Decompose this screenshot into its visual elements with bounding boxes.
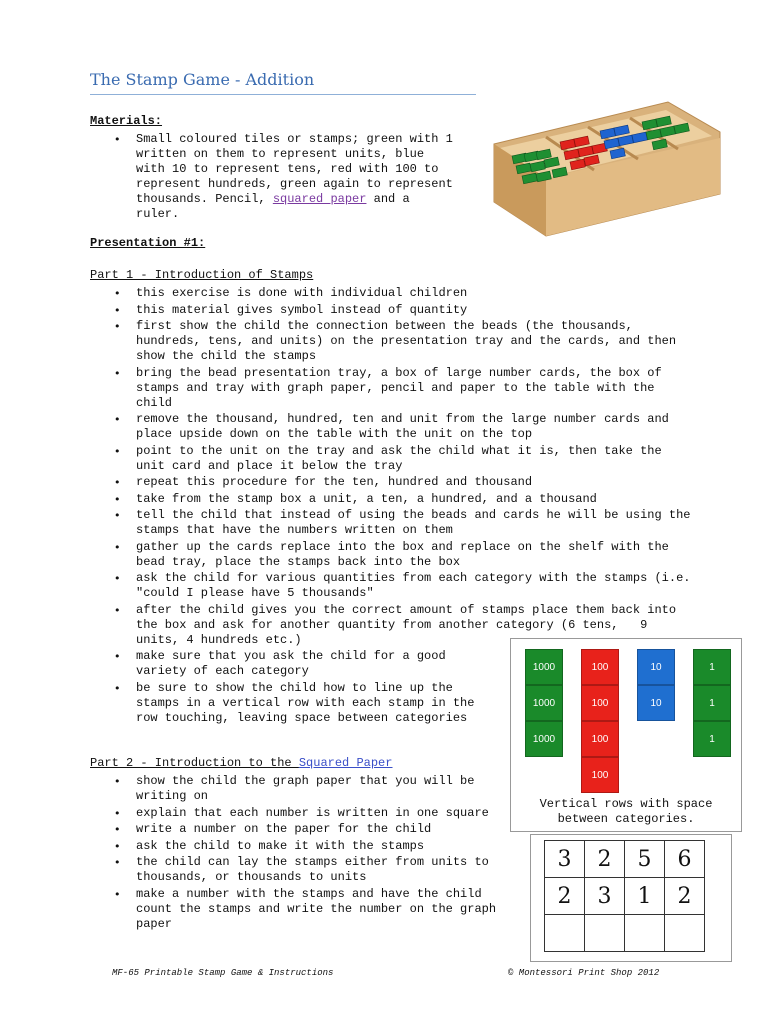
grid-cell xyxy=(585,915,625,952)
part1-item: • this material gives symbol instead of quantity xyxy=(114,303,691,318)
caption-line-2: between categories. xyxy=(557,812,695,826)
stamp-thousands: 1000 xyxy=(525,721,563,757)
grid-row xyxy=(545,841,705,878)
stamp-units: 1 xyxy=(693,721,731,757)
part1-item: • take from the stamp box a unit, a ten, a hundred, and a thousand xyxy=(114,492,691,507)
materials-line-4: represent hundreds, green again to represent xyxy=(136,177,453,191)
part2-item: • explain that each number is written in one square xyxy=(114,806,496,821)
part1-item: • bring the bead presentation tray, a box of large number cards, the box of stamps and tray with graph paper, pencil and paper to the table with the child xyxy=(114,366,691,411)
footer-left: MF-65 Printable Stamp Game & Instructions xyxy=(112,968,334,978)
caption-line-1: Vertical rows with space xyxy=(539,797,713,811)
materials-line-5-pre: thousands. Pencil, xyxy=(136,192,273,206)
grid-cell: 6 xyxy=(665,841,705,878)
part1-item: • after the child gives you the correct amount of stamps place them back into the box and ask for another quantity from another category (6 tens, 9 units, 4 hundreds etc.) xyxy=(114,603,691,648)
presentation-heading: Presentation #1: xyxy=(90,236,206,250)
part2-item: • the child can lay the stamps either from units to thousands, or thousands to units xyxy=(114,855,496,885)
squared-paper-link[interactable]: squared paper xyxy=(272,192,367,206)
part2-item: • ask the child to make it with the stamps xyxy=(114,839,496,854)
materials-heading: Materials: xyxy=(90,114,163,128)
grid-cell: 2 xyxy=(545,878,585,915)
grid-row xyxy=(545,878,705,915)
grid-cell: 2 xyxy=(665,878,705,915)
part2-item: • show the child the graph paper that you will be writing on xyxy=(114,774,496,804)
stamp-tens: 10 xyxy=(637,685,675,721)
squared-paper-grid xyxy=(544,840,705,952)
stamp-box-illustration xyxy=(490,98,722,238)
stamp-units: 1 xyxy=(693,685,731,721)
part1-item: • tell the child that instead of using the beads and cards he will be using the stamps that have the numbers written on them xyxy=(114,508,691,538)
materials-line-2: written on them to represent units, blue xyxy=(136,147,425,161)
materials-list xyxy=(114,132,453,224)
materials-line-3: with 10 to represent tens, red with 100 to xyxy=(136,162,439,176)
stamp-rows-figure xyxy=(510,638,742,832)
part1-item: • remove the thousand, hundred, ten and unit from the large number cards and place upside down on the table with the unit on the top xyxy=(114,412,691,442)
materials-line-1: Small coloured tiles or stamps; green with 1 xyxy=(136,132,453,146)
part1-item: • this exercise is done with individual children xyxy=(114,286,691,301)
part1-item: • first show the child the connection between the beads (the thousands, hundreds, tens, and units) on the presentation tray and the cards, and then show the child the stamps xyxy=(114,319,691,364)
materials-item xyxy=(114,132,453,222)
materials-line-6: ruler. xyxy=(136,207,180,221)
squared-paper-heading-link[interactable]: Squared Paper xyxy=(298,756,393,770)
grid-row xyxy=(545,915,705,952)
stamp-thousands: 1000 xyxy=(525,649,563,685)
grid-cell: 3 xyxy=(545,841,585,878)
part1-item: • gather up the cards replace into the box and replace on the shelf with the bead tray, place the stamps back into the box xyxy=(114,540,691,570)
part2-heading xyxy=(90,756,392,771)
part1-heading: Part 1 - Introduction of Stamps xyxy=(90,268,314,282)
grid-cell: 5 xyxy=(625,841,665,878)
part1-item: • point to the unit on the tray and ask the child what it is, then take the unit card and place it below the tray xyxy=(114,444,691,474)
stamp-hundreds: 100 xyxy=(581,757,619,793)
materials-line-5-post: and a xyxy=(366,192,410,206)
part1-item: • ask the child for various quantities from each category with the stamps (i.e. "could I please have 5 thousands" xyxy=(114,571,691,601)
grid-cell xyxy=(625,915,665,952)
figure-caption xyxy=(511,797,741,827)
stamp-hundreds: 100 xyxy=(581,649,619,685)
grid-cell xyxy=(665,915,705,952)
part2-item: • make a number with the stamps and have the child count the stamps and write the number on the graph paper xyxy=(114,887,496,932)
stamp-hundreds: 100 xyxy=(581,721,619,757)
part2-list xyxy=(114,774,496,933)
title-underline xyxy=(90,94,476,95)
grid-cell xyxy=(545,915,585,952)
part1-item: • be sure to show the child how to line up the stamps in a vertical row with each stamp in the row touching, leaving space between categories xyxy=(114,681,691,726)
grid-cell: 3 xyxy=(585,878,625,915)
part2-item: • write a number on the paper for the child xyxy=(114,822,496,837)
stamp-units: 1 xyxy=(693,649,731,685)
grid-cell: 1 xyxy=(625,878,665,915)
part1-item: • make sure that you ask the child for a good variety of each category xyxy=(114,649,691,679)
stamp-tens: 10 xyxy=(637,649,675,685)
footer-right: © Montessori Print Shop 2012 xyxy=(508,968,660,978)
stamp-hundreds: 100 xyxy=(581,685,619,721)
grid-cell: 2 xyxy=(585,841,625,878)
part1-item: • repeat this procedure for the ten, hundred and thousand xyxy=(114,475,691,490)
page-title: The Stamp Game - Addition xyxy=(90,70,315,89)
stamp-thousands: 1000 xyxy=(525,685,563,721)
part2-heading-text: Part 2 - Introduction to the xyxy=(90,756,299,770)
